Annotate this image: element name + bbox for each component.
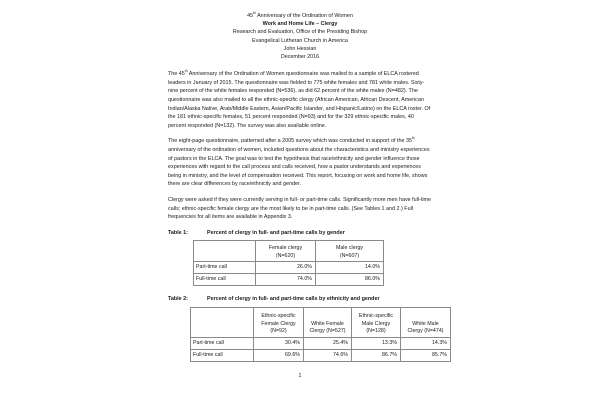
table-1: [193, 240, 384, 286]
row-label: Full-time call: [194, 274, 256, 286]
paragraph-3: Clergy were asked if they were currently serving in full- or part-time calls. Significantly more men have full-time calls; ethnic-specific female clergy are the most likely to be in part-time calls. (See Tables 1 and 2.) Full frequencies for all items are available in Appendix 3.: [168, 196, 432, 221]
row-label: Full-time call: [191, 349, 254, 361]
row-label: Part-time call: [191, 337, 254, 349]
table-1-caption: [168, 229, 432, 238]
table-2-col-header-ethnic-male: Ethnic-specific Male Clergy (N=128): [352, 307, 401, 337]
cell-value: 26.0%: [256, 262, 316, 274]
table-2-col-header-white-male: White Male Clergy (N=474): [401, 307, 451, 337]
table-1-col-header-male: Male clergy (N=607): [316, 241, 384, 262]
cell-value: 14.3%: [401, 337, 451, 349]
table-2-corner-cell: [191, 307, 254, 337]
org-line-2: Evangelical Lutheran Church in America: [252, 37, 348, 44]
cell-value: 85.7%: [401, 349, 451, 361]
cell-value: 86.7%: [352, 349, 401, 361]
table-1-label: Table 1:: [168, 229, 188, 236]
paragraph-1: The 45th Anniversary of the Ordination of Women questionnaire was mailed to a sample of ELCA rostered leaders in January of 2015. The questionnaire was fielded to 775 white females and 781 white males. Sixty-nine percent of the white females responded (N=536), as did 62 percent of the white males (N=482). The questionnaire was also mailed to all the ethnic-specific clergy (African American, African Descent, American Indian/Alaska Native, Arab/Middle Eastern, Asian/Pacific Islander, and Hispanic/Latino) on the ELCA roster. Of the 181 ethnic-specific females, 51 percent responded (N=93) and for the 329 ethnic-specific males, 40 percent responded (N=132). The survey was also available online.: [168, 69, 431, 129]
table-2-row-full-time: [191, 349, 451, 361]
author-line: John Hessian: [283, 45, 317, 52]
cell-value: 74.6%: [304, 349, 352, 361]
org-line-1: Research and Evaluation, Office of the Presiding Bishop: [232, 29, 368, 36]
document-title: 45th Anniversary of the Ordination of Women: [247, 11, 353, 19]
table-1-col-header-female: Female clergy (N=620): [256, 241, 316, 262]
table-2-label: Table 2:: [168, 296, 188, 303]
document-subtitle: Work and Home Life – Clergy: [262, 21, 338, 28]
row-label: Part-time call: [194, 262, 256, 274]
title-superscript: th: [253, 11, 256, 16]
table-2-col-header-white-female: White Female Clergy (N=527): [304, 307, 352, 337]
cell-value: 74.0%: [256, 274, 316, 286]
table-2-header-row: [191, 307, 451, 337]
table-2-caption: [168, 295, 432, 304]
table-1-row-full-time: [194, 274, 384, 286]
table-2-col-header-ethnic-female: Ethnic-specific Female Clergy (N=92): [254, 307, 304, 337]
table-2: [190, 307, 451, 362]
cell-value: 86.0%: [316, 274, 384, 286]
cell-value: 69.6%: [254, 349, 304, 361]
table-1-row-part-time: [194, 262, 384, 274]
cell-value: 13.3%: [352, 337, 401, 349]
document-header: [168, 12, 432, 61]
table-2-row-part-time: [191, 337, 451, 349]
cell-value: 30.4%: [254, 337, 304, 349]
page-number: 1: [298, 373, 302, 379]
p2-superscript: th: [411, 136, 415, 141]
table-2-caption-text: Percent of clergy in full- and part-time calls by ethnicity and gender: [207, 296, 380, 303]
cell-value: 25.4%: [304, 337, 352, 349]
table-1-header-row: [194, 241, 384, 262]
cell-value: 14.0%: [316, 262, 384, 274]
p1-superscript: th: [184, 69, 188, 74]
paragraph-2: The eight-page questionnaire, patterned after a 2005 survey which was conducted in support of the 35th anniversary of the ordination of women, included questions about the characteristics and ministry experiences of pastors in the ELCA. The goal was to test the hypothesis that race/ethnicity and gender influence those experiences with regard to the call process and calls received, how a pastor understands and experiences being in ministry, and the level of compensation received. This report, focusing on work and home life, shows there are clear differences by race/ethnicity and gender.: [168, 136, 430, 188]
document-content: [168, 11, 447, 362]
table-1-caption-text: Percent of clergy in full- and part-time calls by gender: [207, 229, 345, 236]
date-line: December 2016: [280, 54, 320, 61]
table-1-corner-cell: [194, 241, 256, 262]
